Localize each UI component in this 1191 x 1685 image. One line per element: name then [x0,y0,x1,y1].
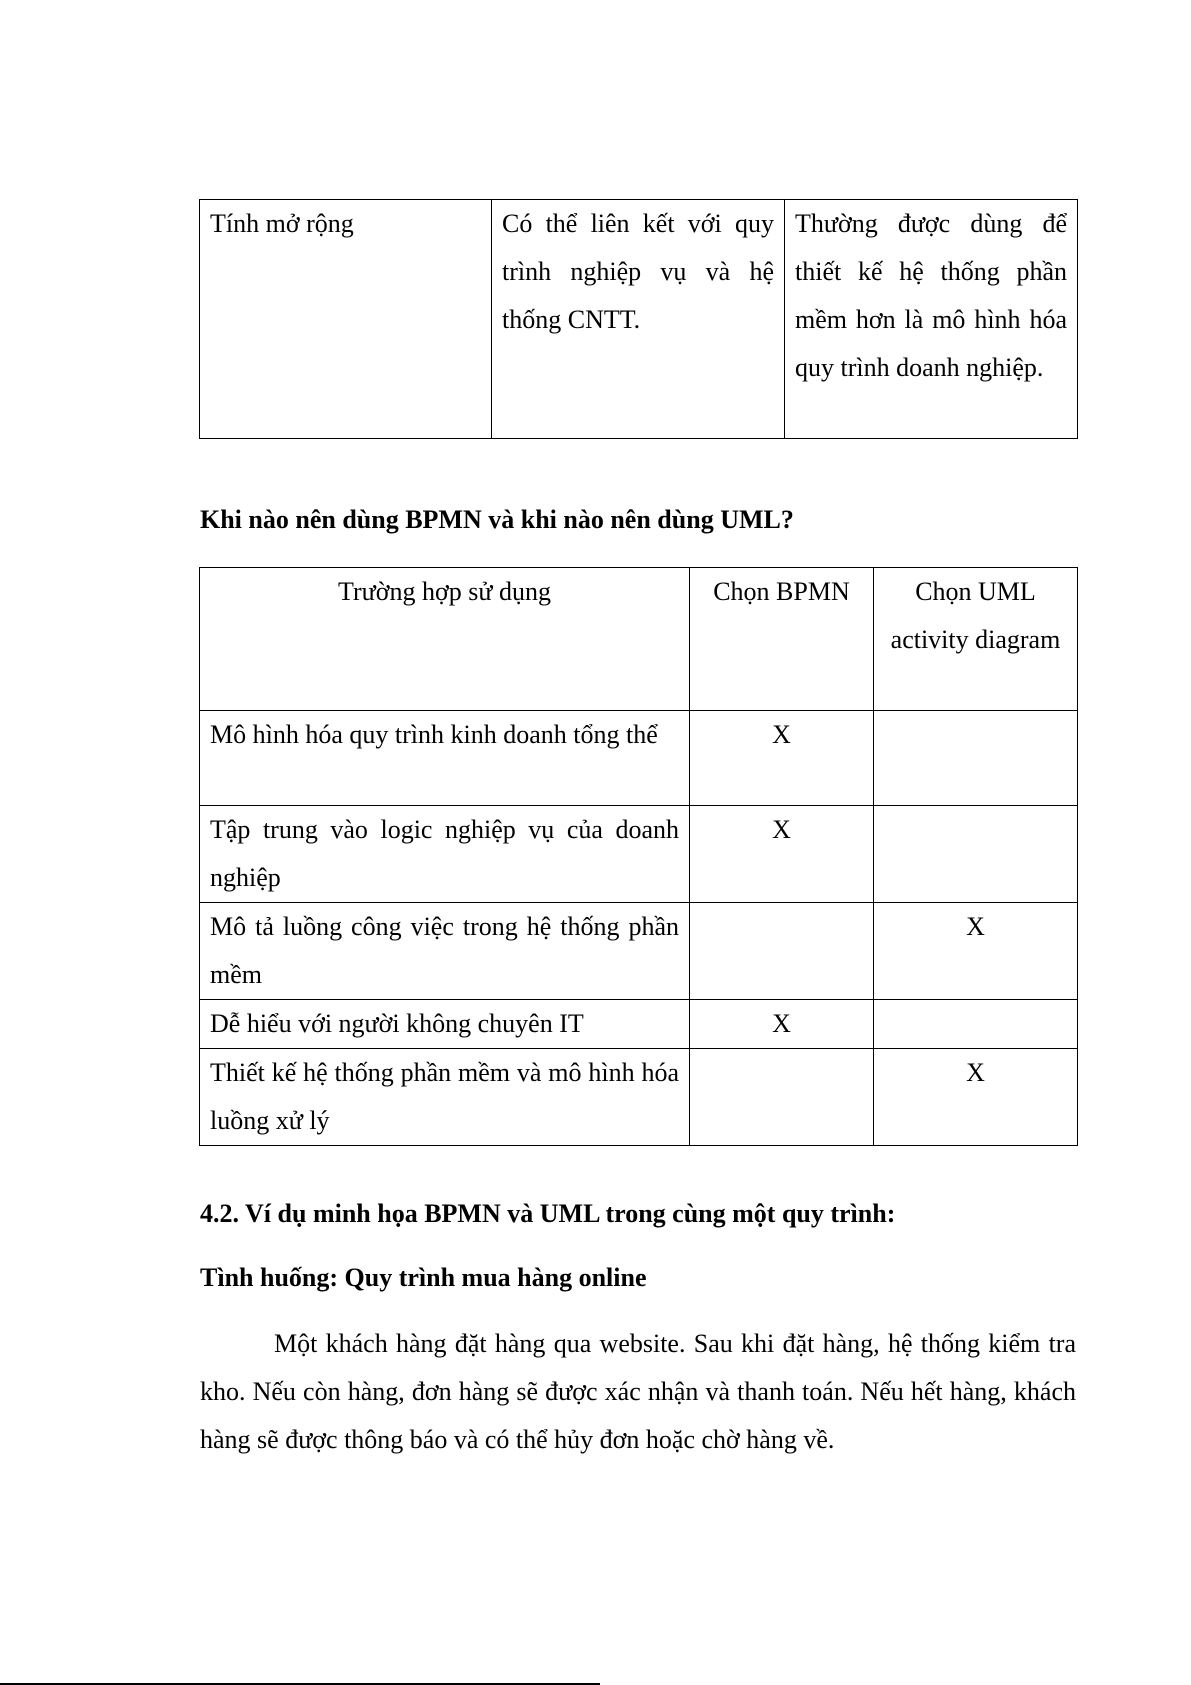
bpmn-mark [690,1049,874,1146]
uml-mark: X [874,1049,1078,1146]
case-cell: Dễ hiểu với người không chuyên IT [200,1000,690,1049]
table-header-row [200,568,1078,711]
case-cell: Mô tả luồng công việc trong hệ thống phần mềm [200,903,690,1000]
uml-cell: Thường được dùng để thiết kế hệ thống phần mềm hơn là mô hình hóa quy trình doanh nghiệp. [785,200,1078,439]
section-heading: 4.2. Ví dụ minh họa BPMN và UML trong cùng một quy trình: [200,1199,896,1228]
criterion-cell: Tính mở rộng [200,200,492,439]
bpmn-mark [690,903,874,1000]
case-cell: Thiết kế hệ thống phần mềm và mô hình hóa luồng xử lý [200,1049,690,1146]
header-bpmn: Chọn BPMN [690,568,874,711]
table-row [200,200,1078,439]
scenario-paragraph: Một khách hàng đặt hàng qua website. Sau khi đặt hàng, hệ thống kiểm tra kho. Nếu còn hàng, đơn hàng sẽ được xác nhận và thanh toán. Nếu hết hàng, khách hàng sẽ được thông báo và có thể hủy đơn hoặc chờ hàng về. [200,1329,1076,1454]
uml-mark [874,1000,1078,1049]
bpmn-mark: X [690,711,874,806]
uml-mark [874,806,1078,903]
case-cell: Mô hình hóa quy trình kinh doanh tổng thể [200,711,690,806]
bpmn-mark: X [690,1000,874,1049]
when-to-use-heading: Khi nào nên dùng BPMN và khi nào nên dùng UML? [200,505,794,534]
usage-choice-table [199,567,1078,1146]
bpmn-cell: Có thể liên kết với quy trình nghiệp vụ và hệ thống CNTT. [492,200,785,439]
table-row [200,1049,1078,1146]
uml-mark [874,711,1078,806]
table-row [200,711,1078,806]
table-row [200,806,1078,903]
table-row [200,1000,1078,1049]
comparison-table-continued [199,199,1078,439]
header-case: Trường hợp sử dụng [200,568,690,711]
scenario-heading: Tình huống: Quy trình mua hàng online [200,1263,647,1292]
bpmn-mark: X [690,806,874,903]
table-row [200,903,1078,1000]
uml-mark: X [874,903,1078,1000]
header-uml: Chọn UML activity diagram [874,568,1078,711]
case-cell: Tập trung vào logic nghiệp vụ của doanh nghiệp [200,806,690,903]
